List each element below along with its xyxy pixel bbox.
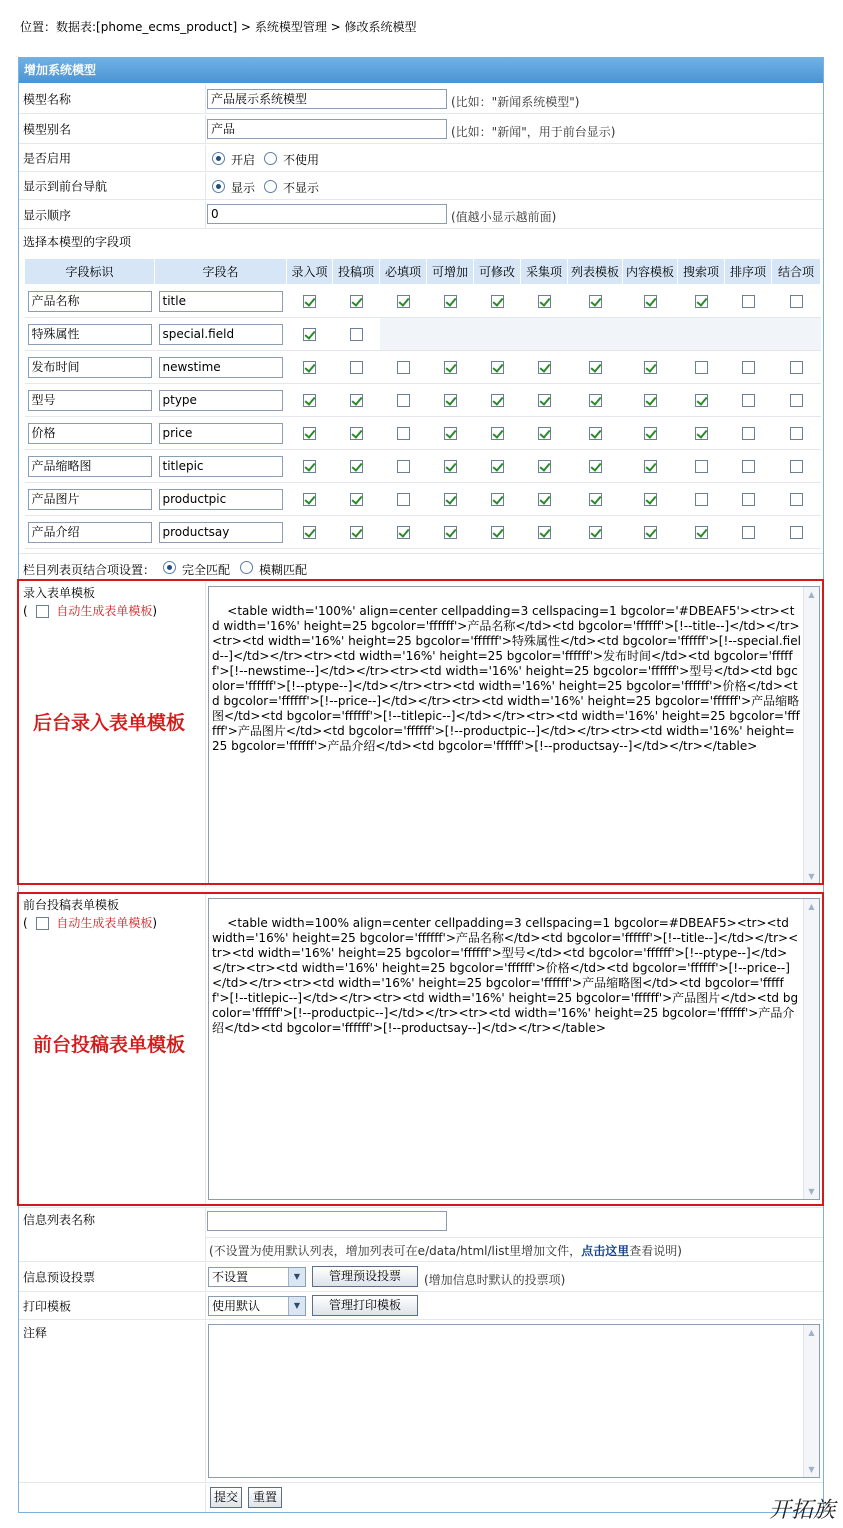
- order-input[interactable]: 0: [207, 204, 447, 224]
- vote-hint: (增加信息时默认的投票项): [424, 1273, 566, 1287]
- empty-cell: [568, 318, 623, 351]
- checkbox-cell: [725, 285, 772, 318]
- match-exact-radio[interactable]: [163, 561, 176, 574]
- checkbox-cell: [521, 351, 568, 384]
- checkbox-cell: [772, 384, 821, 417]
- checkbox-cell: [678, 384, 725, 417]
- breadcrumb-suffix: > 修改系统模型: [326, 20, 417, 34]
- field-option-checkbox[interactable]: [644, 361, 657, 374]
- field-option-checkbox[interactable]: [444, 493, 457, 506]
- model-alias-label: 模型别名: [23, 122, 72, 137]
- field-option-checkbox[interactable]: [589, 526, 602, 539]
- field-option-checkbox[interactable]: [444, 460, 457, 473]
- checkbox-cell: [333, 351, 380, 384]
- field-label-input[interactable]: 产品介绍: [28, 522, 152, 543]
- field-option-checkbox[interactable]: [350, 493, 363, 506]
- form-title: 增加系统模型: [19, 58, 823, 83]
- field-option-checkbox[interactable]: [397, 394, 410, 407]
- fields-table: [24, 258, 821, 549]
- manage-print-button[interactable]: 管理打印模板: [312, 1295, 418, 1316]
- field-option-checkbox[interactable]: [491, 394, 504, 407]
- checkbox-cell: [287, 285, 333, 318]
- checkbox-cell: [568, 516, 623, 549]
- checkbox-cell: [287, 351, 333, 384]
- checkbox-cell: [678, 516, 725, 549]
- checkbox-cell: [725, 483, 772, 516]
- field-option-checkbox[interactable]: [444, 295, 457, 308]
- field-option-checkbox[interactable]: [589, 394, 602, 407]
- row-model-name: [19, 85, 823, 114]
- table-row: [25, 384, 821, 417]
- checkbox-cell: [623, 516, 678, 549]
- checkbox-cell: [380, 285, 427, 318]
- field-option-checkbox[interactable]: [444, 526, 457, 539]
- checkbox-cell: [333, 318, 380, 351]
- checkbox-cell: [474, 384, 521, 417]
- submit-button[interactable]: 提交: [210, 1487, 242, 1508]
- manage-vote-button[interactable]: 管理预设投票: [312, 1266, 418, 1287]
- checkbox-cell: [287, 417, 333, 450]
- field-option-checkbox[interactable]: [742, 295, 755, 308]
- fields-table-header: [25, 259, 821, 285]
- field-option-checkbox[interactable]: [695, 361, 708, 374]
- submit-annotation: 前台投稿表单模板: [33, 1034, 186, 1056]
- checkbox-cell: [568, 384, 623, 417]
- checkbox-cell: [287, 483, 333, 516]
- match-fuzzy-radio[interactable]: [240, 561, 253, 574]
- column-header: 字段名: [155, 259, 287, 285]
- entry-template-scrollbar[interactable]: ▲ ▼: [803, 587, 819, 884]
- checkbox-cell: [568, 351, 623, 384]
- field-option-checkbox[interactable]: [589, 460, 602, 473]
- field-option-checkbox[interactable]: [491, 295, 504, 308]
- field-option-checkbox[interactable]: [350, 295, 363, 308]
- enabled-off-label: 不使用: [283, 153, 320, 167]
- show-nav-off-label: 不显示: [283, 181, 320, 195]
- field-option-checkbox[interactable]: [491, 427, 504, 440]
- show-nav-off-radio[interactable]: [264, 180, 277, 193]
- breadcrumb-prefix: 位置：数据表:[phome_ecms_product] >: [20, 20, 255, 34]
- note-textarea[interactable]: [208, 1324, 820, 1478]
- field-label-input[interactable]: 型号: [28, 390, 152, 411]
- field-option-checkbox[interactable]: [491, 361, 504, 374]
- empty-cell: [427, 318, 474, 351]
- checkbox-cell: [333, 285, 380, 318]
- empty-cell: [623, 318, 678, 351]
- entry-autogen-label: 自动生成表单模板: [56, 604, 153, 618]
- field-option-checkbox[interactable]: [303, 526, 316, 539]
- submit-autogen-label: 自动生成表单模板: [56, 916, 153, 930]
- checkbox-cell: [333, 483, 380, 516]
- checkbox-cell: [772, 450, 821, 483]
- match-exact-label: 完全匹配: [182, 563, 231, 577]
- checkbox-cell: [678, 483, 725, 516]
- field-label-input[interactable]: 产品图片: [28, 489, 152, 510]
- checkbox-cell: [380, 450, 427, 483]
- order-hint: (值越小显示越前面): [451, 210, 557, 224]
- submit-template-textarea[interactable]: <table width=100% align=center cellpadding=3 cellspacing=1 bgcolor=#DBEAF5><tr><td width='16%' height=25 bgcolor='ffffff'>产品名称</td><td bgcolor='ffffff'>[!--title--]</td></tr><tr><td width='16%' height=25 bgcolor='ffffff'>型号</td><td bgcolor='ffffff'>[!--ptype--]</td></tr><tr><td width='16%' height=25 bgcolor='ffffff'>价格</td><td bgcolor='ffffff'>[!--price--]</td></tr><tr><td width='16%' height=25 bgcolor='ffffff'>产品缩略图</td><td bgcolor='ffffff'>[!--titlepic--]</td></tr><tr><td width='16%' height=25 bgcolor='ffffff'>产品图片</td><td bgcolor='ffffff'>[!--productpic--]</td></tr><tr><td width='16%' height=25 bgcolor='ffffff'>产品介绍</td><td bgcolor='ffffff'>[!--productsay--]</td></tr></table> ▲ ▼: [208, 898, 820, 1200]
- field-option-checkbox[interactable]: [790, 460, 803, 473]
- field-option-checkbox[interactable]: [350, 460, 363, 473]
- empty-cell: [772, 318, 821, 351]
- checkbox-cell: [287, 318, 333, 351]
- field-option-checkbox[interactable]: [303, 361, 316, 374]
- model-name-input[interactable]: 产品展示系统模型: [207, 89, 447, 109]
- row-vote: [19, 1263, 823, 1292]
- field-option-checkbox[interactable]: [538, 295, 551, 308]
- field-option-checkbox[interactable]: [350, 526, 363, 539]
- checkbox-cell: [725, 384, 772, 417]
- empty-cell: [521, 318, 568, 351]
- match-label: 栏目列表页结合项设置：: [23, 563, 156, 577]
- field-option-checkbox[interactable]: [538, 460, 551, 473]
- checkbox-cell: [380, 516, 427, 549]
- checkbox-cell: [287, 516, 333, 549]
- enabled-on-label: 开启: [231, 153, 256, 167]
- checkbox-cell: [427, 516, 474, 549]
- field-option-checkbox[interactable]: [491, 526, 504, 539]
- list-name-input[interactable]: [207, 1211, 447, 1231]
- field-label-input[interactable]: 价格: [28, 423, 152, 444]
- empty-cell: [678, 318, 725, 351]
- row-order: [19, 201, 823, 229]
- submit-highlight-box: [17, 892, 824, 1206]
- checkbox-cell: [725, 516, 772, 549]
- note-label: 注释: [23, 1326, 48, 1340]
- field-option-checkbox[interactable]: [589, 295, 602, 308]
- checkbox-cell: [772, 285, 821, 318]
- checkbox-cell: [678, 351, 725, 384]
- row-note: [19, 1321, 823, 1483]
- field-option-checkbox[interactable]: [397, 493, 410, 506]
- checkbox-cell: [427, 384, 474, 417]
- checkbox-cell: [521, 384, 568, 417]
- field-option-checkbox[interactable]: [644, 493, 657, 506]
- submit-template-label: 前台投稿表单模板: [23, 898, 120, 912]
- checkbox-cell: [521, 450, 568, 483]
- table-row: [25, 351, 821, 384]
- field-option-checkbox[interactable]: [644, 427, 657, 440]
- field-name-input[interactable]: titlepic: [159, 456, 283, 477]
- show-nav-on-label: 显示: [231, 181, 256, 195]
- field-option-checkbox[interactable]: [350, 427, 363, 440]
- entry-autogen: ( 自动生成表单模板): [23, 604, 158, 618]
- checkbox-cell: [623, 285, 678, 318]
- list-name-hint: (不设置为使用默认列表，增加列表可在e/data/html/list里增加文件，点击这里查看说明): [209, 1244, 682, 1258]
- column-header: 可增加: [427, 259, 474, 285]
- checkbox-cell: [521, 285, 568, 318]
- column-header: 必填项: [380, 259, 427, 285]
- checkbox-cell: [333, 450, 380, 483]
- checkbox-cell: [772, 483, 821, 516]
- column-header: 搜索项: [678, 259, 725, 285]
- breadcrumb: [20, 18, 417, 35]
- show-nav-on-radio[interactable]: [212, 180, 225, 193]
- checkbox-cell: [678, 285, 725, 318]
- field-option-checkbox[interactable]: [790, 394, 803, 407]
- field-name-input[interactable]: price: [159, 423, 283, 444]
- help-link[interactable]: 点击这里: [581, 1244, 630, 1258]
- field-option-checkbox[interactable]: [589, 493, 602, 506]
- field-option-checkbox[interactable]: [538, 361, 551, 374]
- checkbox-cell: [427, 351, 474, 384]
- entry-template-textarea[interactable]: <table width='100%' align=center cellpadding=3 cellspacing=1 bgcolor='#DBEAF5'><tr><td width='16%' height=25 bgcolor='ffffff'>产品名称</td><td bgcolor='ffffff'>[!--title--]</td></tr><tr><td width='16%' height=25 bgcolor='ffffff'>特殊属性</td><td bgcolor='ffffff'>[!--special.field--]</td></tr><tr><td width='16%' height=25 bgcolor='ffffff'>发布时间</td><td bgcolor='ffffff'>[!--newstime--]</td></tr><tr><td width='16%' height=25 bgcolor='ffffff'>型号</td><td bgcolor='ffffff'>[!--ptype--]</td></tr><tr><td width='16%' height=25 bgcolor='ffffff'>价格</td><td bgcolor='ffffff'>[!--price--]</td></tr><tr><td width='16%' height=25 bgcolor='ffffff'>产品缩略图</td><td bgcolor='ffffff'>[!--titlepic--]</td></tr><tr><td width='16%' height=25 bgcolor='ffffff'>产品图片</td><td bgcolor='ffffff'>[!--productpic--]</td></tr><tr><td width='16%' height=25 bgcolor='ffffff'>产品介绍</td><td bgcolor='ffffff'>[!--productsay--]</td></tr></table> ▲ ▼: [208, 586, 820, 885]
- checkbox-cell: [623, 450, 678, 483]
- field-option-checkbox[interactable]: [538, 493, 551, 506]
- checkbox-cell: [772, 516, 821, 549]
- checkbox-cell: [474, 285, 521, 318]
- checkbox-cell: [568, 285, 623, 318]
- entry-annotation: 后台录入表单模板: [33, 712, 186, 734]
- field-name-input[interactable]: newstime: [159, 357, 283, 378]
- checkbox-cell: [380, 483, 427, 516]
- field-option-checkbox[interactable]: [350, 328, 363, 341]
- fields-section-label: 选择本模型的字段项: [23, 235, 132, 249]
- checkbox-cell: [521, 516, 568, 549]
- enabled-on-radio[interactable]: [212, 152, 225, 165]
- field-option-checkbox[interactable]: [742, 361, 755, 374]
- field-option-checkbox[interactable]: [491, 493, 504, 506]
- checkbox-cell: [623, 483, 678, 516]
- submit-autogen: ( 自动生成表单模板): [23, 916, 158, 930]
- checkbox-cell: [427, 285, 474, 318]
- checkbox-cell: [772, 351, 821, 384]
- empty-cell: [474, 318, 521, 351]
- field-option-checkbox[interactable]: [444, 361, 457, 374]
- field-option-checkbox[interactable]: [695, 427, 708, 440]
- column-header: 内容模板: [623, 259, 678, 285]
- field-option-checkbox[interactable]: [303, 394, 316, 407]
- field-name-input[interactable]: productpic: [159, 489, 283, 510]
- checkbox-cell: [474, 417, 521, 450]
- field-option-checkbox[interactable]: [644, 526, 657, 539]
- table-row: [25, 318, 821, 351]
- checkbox-cell: [287, 384, 333, 417]
- column-header: 列表模板: [568, 259, 623, 285]
- checkbox-cell: [427, 483, 474, 516]
- checkbox-cell: [380, 351, 427, 384]
- checkbox-cell: [333, 417, 380, 450]
- field-option-checkbox[interactable]: [589, 361, 602, 374]
- match-fuzzy-label: 模糊匹配: [259, 563, 308, 577]
- reset-button[interactable]: 重置: [248, 1487, 282, 1508]
- field-option-checkbox[interactable]: [538, 427, 551, 440]
- checkbox-cell: [474, 351, 521, 384]
- field-option-checkbox[interactable]: [397, 460, 410, 473]
- table-row: [25, 285, 821, 318]
- field-option-checkbox[interactable]: [742, 427, 755, 440]
- field-option-checkbox[interactable]: [644, 295, 657, 308]
- field-option-checkbox[interactable]: [397, 361, 410, 374]
- field-option-checkbox[interactable]: [397, 526, 410, 539]
- field-option-checkbox[interactable]: [742, 394, 755, 407]
- checkbox-cell: [427, 450, 474, 483]
- field-option-checkbox[interactable]: [444, 427, 457, 440]
- table-row: [25, 483, 821, 516]
- checkbox-cell: [678, 450, 725, 483]
- column-header: 字段标识: [25, 259, 155, 285]
- checkbox-cell: [474, 450, 521, 483]
- field-option-checkbox[interactable]: [742, 526, 755, 539]
- column-header: 投稿项: [333, 259, 380, 285]
- field-option-checkbox[interactable]: [303, 493, 316, 506]
- checkbox-cell: [521, 417, 568, 450]
- submit-template-scrollbar[interactable]: ▲ ▼: [803, 899, 819, 1199]
- field-option-checkbox[interactable]: [644, 394, 657, 407]
- row-enabled: [19, 145, 823, 172]
- field-option-checkbox[interactable]: [790, 493, 803, 506]
- checkbox-cell: [380, 384, 427, 417]
- field-option-checkbox[interactable]: [303, 427, 316, 440]
- field-option-checkbox[interactable]: [742, 493, 755, 506]
- checkbox-cell: [725, 351, 772, 384]
- field-label-input[interactable]: 发布时间: [28, 357, 152, 378]
- checkbox-cell: [333, 516, 380, 549]
- field-label-input[interactable]: 产品缩略图: [28, 456, 152, 477]
- vote-select[interactable]: 不设置 ▼: [208, 1267, 306, 1287]
- field-option-checkbox[interactable]: [695, 460, 708, 473]
- chevron-down-icon: ▼: [288, 1268, 305, 1286]
- field-option-checkbox[interactable]: [695, 526, 708, 539]
- chevron-down-icon: ▼: [288, 1297, 305, 1315]
- enabled-label: 是否启用: [23, 151, 72, 166]
- entry-template-label: 录入表单模板: [23, 586, 96, 600]
- table-row: [25, 516, 821, 549]
- row-actions: [19, 1484, 823, 1512]
- field-name-input[interactable]: title: [159, 291, 283, 312]
- field-name-input[interactable]: productsay: [159, 522, 283, 543]
- checkbox-cell: [678, 417, 725, 450]
- column-header: 排序项: [725, 259, 772, 285]
- column-header: 采集项: [521, 259, 568, 285]
- field-name-input[interactable]: special.field: [159, 324, 283, 345]
- vote-label: 信息预设投票: [23, 1270, 96, 1285]
- field-name-input[interactable]: ptype: [159, 390, 283, 411]
- show-nav-label: 显示到前台导航: [23, 179, 108, 194]
- row-model-alias: [19, 115, 823, 144]
- model-alias-input[interactable]: 产品: [207, 119, 447, 139]
- field-option-checkbox[interactable]: [303, 328, 316, 341]
- model-alias-hint: (比如："新闻"，用于前台显示): [451, 125, 616, 139]
- field-option-checkbox[interactable]: [790, 526, 803, 539]
- column-header: 录入项: [287, 259, 333, 285]
- checkbox-cell: [623, 384, 678, 417]
- checkbox-cell: [623, 351, 678, 384]
- checkbox-cell: [725, 417, 772, 450]
- model-name-label: 模型名称: [23, 92, 72, 107]
- checkbox-cell: [521, 483, 568, 516]
- field-option-checkbox[interactable]: [695, 493, 708, 506]
- print-select[interactable]: 使用默认 ▼: [208, 1296, 306, 1316]
- empty-cell: [725, 318, 772, 351]
- note-scrollbar[interactable]: ▲ ▼: [803, 1325, 819, 1477]
- field-option-checkbox[interactable]: [589, 427, 602, 440]
- field-option-checkbox[interactable]: [350, 394, 363, 407]
- field-option-checkbox[interactable]: [444, 394, 457, 407]
- entry-highlight-box: [17, 579, 824, 885]
- field-option-checkbox[interactable]: [695, 394, 708, 407]
- field-option-checkbox[interactable]: [303, 295, 316, 308]
- checkbox-cell: [623, 417, 678, 450]
- checkbox-cell: [287, 450, 333, 483]
- checkbox-cell: [380, 417, 427, 450]
- field-option-checkbox[interactable]: [790, 427, 803, 440]
- breadcrumb-link-model-manage[interactable]: 系统模型管理: [254, 20, 327, 34]
- row-show-nav: [19, 173, 823, 200]
- table-row: [25, 417, 821, 450]
- watermark-logo: 开拓族: [768, 1498, 835, 1523]
- list-name-label: 信息列表名称: [23, 1213, 96, 1227]
- field-option-checkbox[interactable]: [644, 460, 657, 473]
- checkbox-cell: [427, 417, 474, 450]
- field-option-checkbox[interactable]: [790, 295, 803, 308]
- model-name-hint: (比如："新闻系统模型"): [451, 95, 580, 109]
- checkbox-cell: [725, 450, 772, 483]
- checkbox-cell: [568, 483, 623, 516]
- field-option-checkbox[interactable]: [790, 361, 803, 374]
- field-option-checkbox[interactable]: [303, 460, 316, 473]
- empty-cell: [380, 318, 427, 351]
- checkbox-cell: [333, 384, 380, 417]
- checkbox-cell: [772, 417, 821, 450]
- field-option-checkbox[interactable]: [538, 526, 551, 539]
- field-label-input[interactable]: 特殊属性: [28, 324, 152, 345]
- field-option-checkbox[interactable]: [695, 295, 708, 308]
- enabled-off-radio[interactable]: [264, 152, 277, 165]
- field-option-checkbox[interactable]: [491, 460, 504, 473]
- field-option-checkbox[interactable]: [538, 394, 551, 407]
- field-option-checkbox[interactable]: [742, 460, 755, 473]
- field-option-checkbox[interactable]: [350, 361, 363, 374]
- checkbox-cell: [568, 450, 623, 483]
- row-print: [19, 1293, 823, 1320]
- row-list-name: [19, 1207, 823, 1262]
- print-label: 打印模板: [23, 1299, 72, 1314]
- table-row: [25, 450, 821, 483]
- row-match: [19, 553, 823, 581]
- checkbox-cell: [474, 516, 521, 549]
- order-label: 显示顺序: [23, 208, 72, 222]
- field-option-checkbox[interactable]: [397, 427, 410, 440]
- field-label-input[interactable]: 产品名称: [28, 291, 152, 312]
- checkbox-cell: [474, 483, 521, 516]
- column-header: 结合项: [772, 259, 821, 285]
- checkbox-cell: [568, 417, 623, 450]
- column-header: 可修改: [474, 259, 521, 285]
- field-option-checkbox[interactable]: [397, 295, 410, 308]
